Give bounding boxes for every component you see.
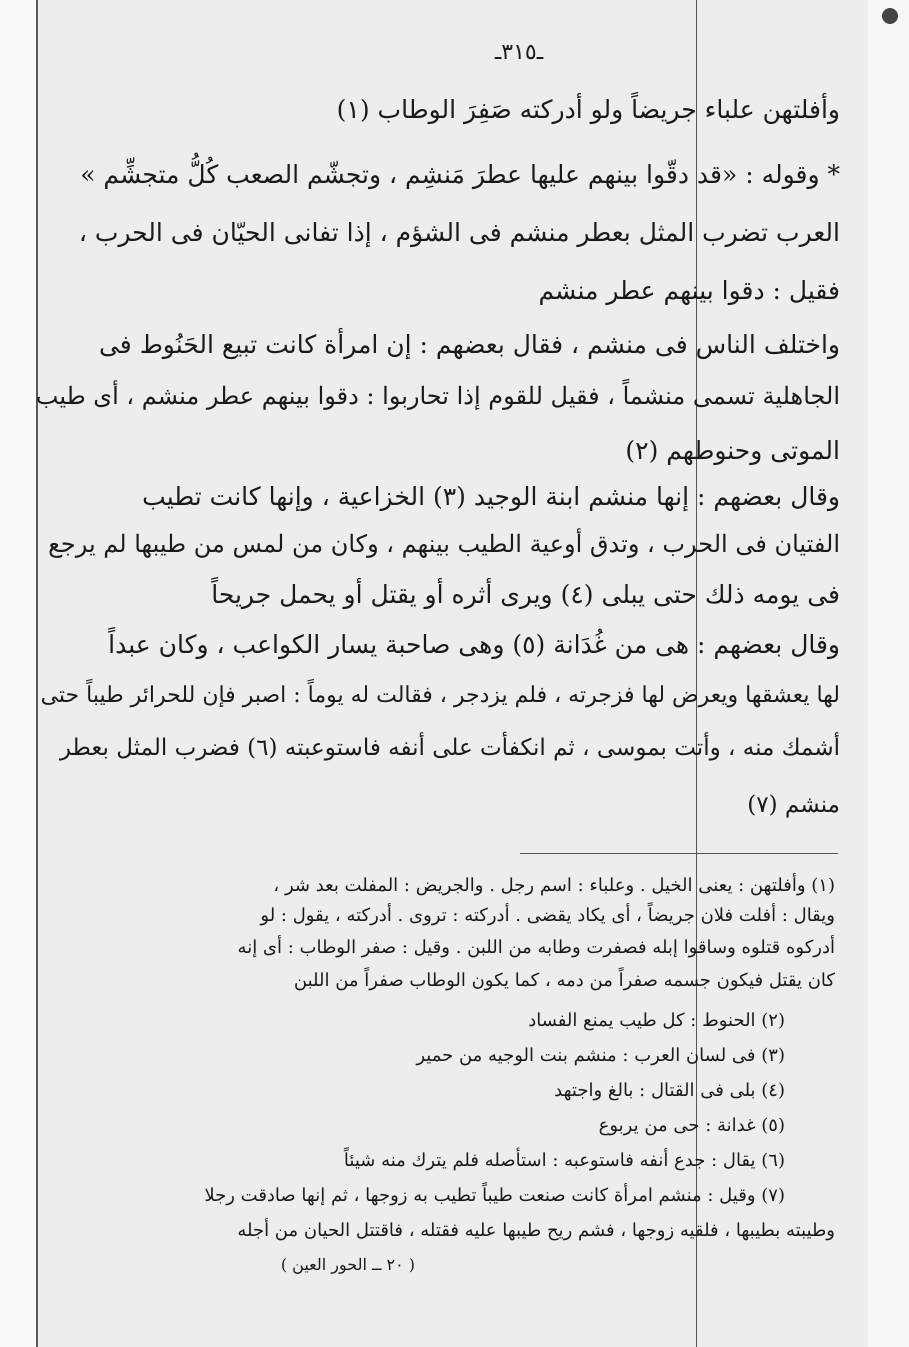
text-line: الفتيان فى الحرب ، وتدق أوعية الطيب بينهم ، وكان من لمس من طيبها لم يرجع — [48, 530, 840, 558]
text-line: الجاهلية تسمى منشماً ، فقيل للقوم إذا تحاربوا : دقوا بينهم عطر منشم ، أى طيب — [35, 382, 840, 410]
footnote-line: (٤) بلى فى القتال : بالغ واجتهد — [554, 1080, 785, 1101]
text-line: * وقوله : «قد دقّوا بينهم عليها عطرَ مَنشِم ، وتجشّم الصعب كُلُّ متجشِّم » — [80, 160, 840, 189]
footnote-line: (١) وأفلتهن : يعنى الخيل . وعلباء : اسم رجل . والجريض : المفلت بعد شر ، — [273, 875, 835, 896]
text-line: واختلف الناس فى منشم ، فقال بعضهم : إن امرأة كانت تبيع الحَنُوط فى — [98, 330, 840, 359]
footnote-line: أدركوه قتلوه وساقوا إبله فصفرت وطابه من اللبن . وقيل : صفر الوطاب : أى إنه — [237, 937, 835, 958]
page-number: ـ٣١٥ـ — [494, 40, 544, 65]
text-line: فقيل : دقوا بينهم عطر منشم — [538, 276, 840, 305]
punch-hole — [882, 8, 898, 24]
text-line: وقال بعضهم : إنها منشم ابنة الوجيد (٣) الخزاعية ، وإنها كانت تطيب — [142, 482, 840, 511]
footnote-line: كان يقتل فيكون جسمه صفراً من دمه ، كما يكون الوطاب صفراً من اللبن — [293, 970, 835, 991]
left-margin-strip — [0, 0, 36, 1347]
text-line: وقال بعضهم : هى من غُدَانة (٥) وهى صاحبة يسار الكواعب ، وكان عبداً — [108, 630, 840, 659]
footnote-line: (٢) الحنوط : كل طيب يمنع الفساد — [528, 1010, 785, 1031]
text-line: أشمك منه ، وأتت بموسى ، ثم انكفأت على أنفه فاستوعبته (٦) فضرب المثل بعطر — [59, 735, 840, 761]
text-line: وأفلتهن علباء جريضاً ولو أدركته صَفِرَ الوطاب (١) — [336, 95, 840, 124]
text-line: لها يعشقها ويعرض لها فزجرته ، فلم يزدجر ، فقالت له يوماً : اصبر فإن للحرائر طيباً حتى — [40, 683, 840, 708]
text-line: فى يومه ذلك حتى يبلى (٤) ويرى أثره أو يقتل أو يحمل جريحاً — [211, 580, 840, 609]
footnote-line: (٦) يقال : جدع أنفه فاستوعبه : استأصله فلم يترك منه شيئاً — [343, 1150, 785, 1171]
page-crease — [696, 0, 697, 1347]
text-line: العرب تضرب المثل بعطر منشم فى الشؤم ، إذا تفانى الحيّان فى الحرب ، — [78, 218, 840, 247]
footnote-line: ( ٢٠ ــ الحور العين ) — [280, 1255, 415, 1274]
footnote-line: وطيبته بطيبها ، فلقيه زوجها ، فشم ريح طيبها عليه فقتله ، فاقتتل الحيان من أجله — [237, 1220, 835, 1241]
right-page-edge — [868, 0, 909, 1347]
footnote-line: ويقال : أفلت فلان جريضاً ، أى يكاد يقضى . أدركته : تروى . أدركته ، يقول : لو — [260, 905, 835, 926]
text-line: منشم (٧) — [747, 792, 840, 818]
text-line: الموتى وحنوطهم (٢) — [625, 436, 840, 465]
footnote-line: (٥) غدانة : حى من يربوع — [598, 1115, 785, 1136]
footnote-divider — [520, 853, 838, 854]
binding-fold-line — [36, 0, 38, 1347]
footnote-line: (٣) فى لسان العرب : منشم بنت الوجيه من حمير — [416, 1045, 785, 1066]
footnote-line: (٧) وقيل : منشم امرأة كانت صنعت طيباً تطيب به زوجها ، ثم إنها صادقت رجلا — [204, 1185, 785, 1206]
